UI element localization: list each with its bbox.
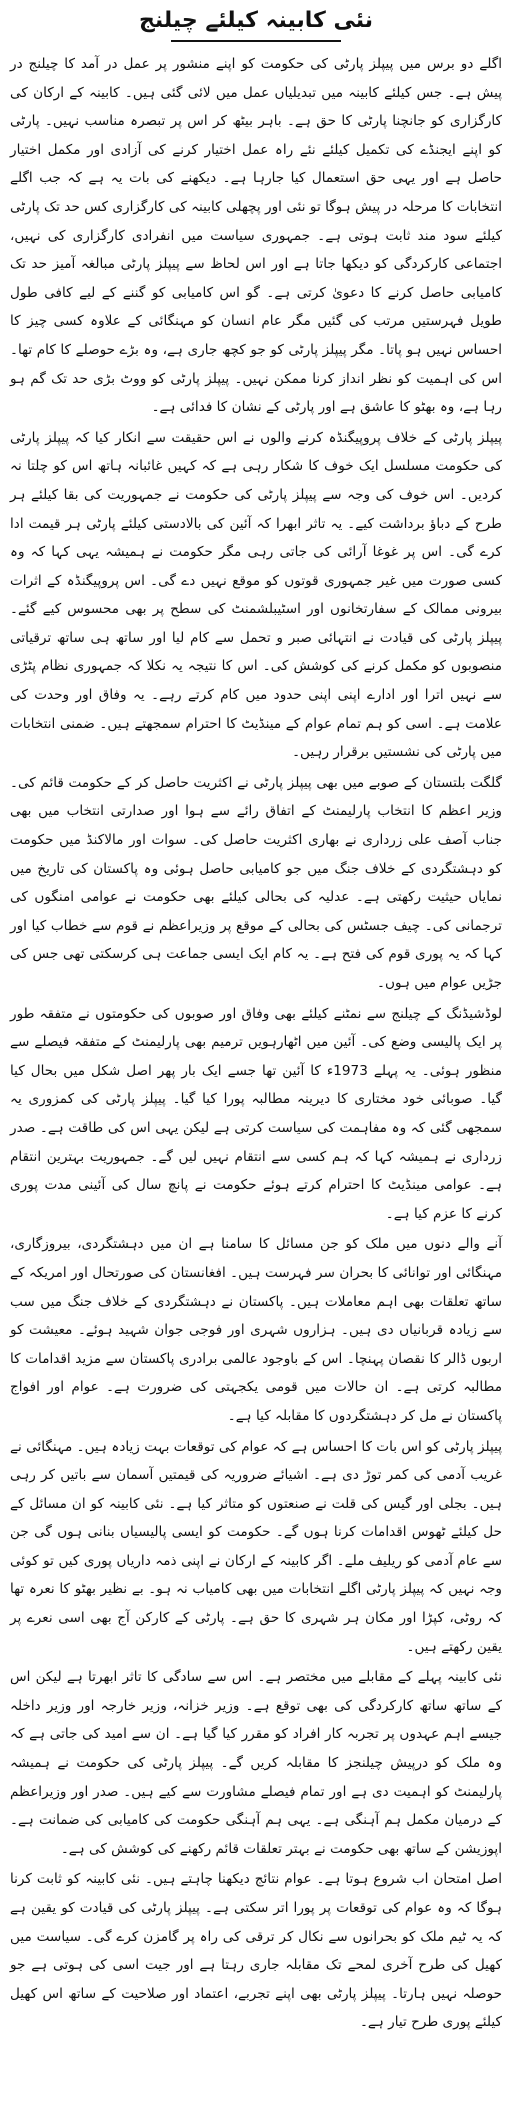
paragraph: گلگت بلتستان کے صوبے میں بھی پیپلز پارٹی نے اکثریت حاصل کر کے حکومت قائم کی۔ وزیر اعظم کا انتخاب پارلیمنٹ کے اتفاق رائے سے ہوا اور صدارتی انتخاب میں بھی جناب آصف علی زرداری نے بھاری اکثریت حاصل کی۔ سوات اور مالاکنڈ میں حکومت کو دہشتگردی کے خلاف جنگ میں جو کامیابی حاصل ہوئی وہ پاکستان کی تاریخ میں نمایاں حیثیت رکھتی ہے۔ عدلیہ کی بحالی کیلئے بھی حکومت نے عوامی امنگوں کی ترجمانی کی۔ چیف جسٹس کی بحالی کے موقع پر وزیراعظم نے قوم سے خطاب کیا اور کہا کہ یہ پوری قوم کی فتح ہے۔ یہ کام ایک ایسی جماعت ہی کرسکتی تھی جس کی جڑیں عوام میں ہوں۔ bbox=[10, 774, 502, 991]
article-body bbox=[10, 50, 502, 2037]
paragraph: آنے والے دنوں میں ملک کو جن مسائل کا سامنا ہے ان میں دہشتگردی، بیروزگاری، مہنگائی اور توانائی کا بحران سر فہرست ہیں۔ افغانستان کی صورتحال اور امریکہ کے ساتھ تعلقات بھی اہم معاملات ہیں۔ پاکستان نے دہشتگردی کے خلاف جنگ میں سب سے زیادہ قربانیاں دی ہیں۔ ہزاروں شہری اور فوجی جوان شہید ہوئے۔ معیشت کو اربوں ڈالر کا نقصان پہنچا۔ اس کے باوجود عالمی برادری پاکستان سے مزید اقدامات کا مطالبہ کرتی ہے۔ ان حالات میں قومی یکجہتی کی ضرورت ہے۔ عوام اور افواج پاکستان نے مل کر دہشتگردوں کا مقابلہ کیا ہے۔ bbox=[10, 1236, 502, 1424]
paragraph: پیپلز پارٹی کے خلاف پروپیگنڈہ کرنے والوں نے اس حقیقت سے انکار کیا کہ پیپلز پارٹی کی حکومت مسلسل ایک خوف کا شکار رہی ہے کہ کہیں غائبانہ ہاتھ اس کو چلتا نہ کردیں۔ اس خوف کی وجہ سے پیپلز پارٹی کی حکومت نے جمہوریت کی بقا کیلئے ہر طرح کے دباؤ برداشت کیے۔ یہ تاثر ابھرا کہ آئین کی بالادستی کیلئے پارٹی ہر قیمت ادا کرے گی۔ اس پر غوغا آرائی کی جاتی رہی مگر حکومت نے ہمیشہ یہی کہا کہ وہ کسی صورت میں غیر جمہوری قوتوں کو موقع نہیں دے گی۔ اس پروپیگنڈہ کے اثرات بیرونی ممالک کے سفارتخانوں اور اسٹیبلشمنٹ کی سطح پر بھی محسوس کیے گئے۔ پیپلز پارٹی کی قیادت نے انتہائی صبر و تحمل سے کام لیا اور ساتھ ہی ساتھ ترقیاتی منصوبوں کو مکمل کرنے کی کوشش کی۔ اس کا نتیجہ یہ نکلا کہ جمہوری نظام پٹڑی سے نہیں اترا اور ادارے اپنی اپنی حدود میں کام کرتے رہے۔ یہ وفاق اور وحدت کی علامت ہے۔ اسی کو ہم تمام عوام کے مینڈیٹ کا احترام سمجھتے ہیں۔ ضمنی انتخابات میں پارٹی کی نشستیں برقرار رہیں۔ bbox=[10, 429, 502, 761]
paragraph: نئی کابینہ پہلے کے مقابلے میں مختصر ہے۔ اس سے سادگی کا تاثر ابھرتا ہے لیکن اس کے ساتھ ساتھ کارکردگی کی بھی توقع ہے۔ وزیر خزانہ، وزیر خارجہ اور وزیر داخلہ جیسے اہم عہدوں پر تجربہ کار افراد کو مقرر کیا گیا ہے۔ ان سے امید کی جاتی ہے کہ وہ ملک کو درپیش چیلنجز کا مقابلہ کریں گے۔ پیپلز پارٹی کی حکومت نے ہمیشہ پارلیمنٹ کو اہمیت دی ہے اور تمام فیصلے مشاورت سے کیے ہیں۔ صدر اور وزیراعظم کے درمیان مکمل ہم آہنگی ہے۔ یہی ہم آہنگی حکومت کی کامیابی کی ضمانت ہے۔ اپوزیشن کے ساتھ بھی حکومت نے بہتر تعلقات قائم رکھنے کی کوشش کی ہے۔ bbox=[10, 1669, 502, 1857]
paragraph: اصل امتحان اب شروع ہوتا ہے۔ عوام نتائج دیکھنا چاہتے ہیں۔ نئی کابینہ کو ثابت کرنا ہوگا کہ وہ عوام کی توقعات پر پورا اتر سکتی ہے۔ پیپلز پارٹی کی قیادت کو یقین ہے کہ یہ ٹیم ملک کو بحرانوں سے نکال کر ترقی کی راہ پر گامزن کرے گی۔ سیاست میں کھیل کی طرح آخری لمحے تک مقابلہ جاری رہتا ہے اور جیت اسی کی ہوتی ہے جو حوصلہ نہیں ہارتا۔ پیپلز پارٹی بھی اپنے تجربے، اعتماد اور صلاحیت کے ساتھ اس کھیل کیلئے پوری طرح تیار ہے۔ bbox=[10, 1871, 502, 2031]
paragraph: اگلے دو برس میں پیپلز پارٹی کی حکومت کو اپنے منشور پر عمل در آمد کا چیلنج در پیش ہے۔ جس کیلئے کابینہ میں تبدیلیاں عمل میں لائی گئی ہیں۔ کابینہ کے ارکان کی کارگزاری کو جانچنا پارٹی کا حق ہے۔ باہر بیٹھ کر اس پر تبصرہ مناسب نہیں۔ پارٹی کو اپنے ایجنڈے کی تکمیل کیلئے نئے راہ عمل اختیار کرنے کی آزادی اور مکمل اختیار حاصل ہے اور یہی حق استعمال کیا جارہا ہے۔ دیکھنے کی بات یہ ہے کہ جب اگلے انتخابات کا مرحلہ در پیش ہوگا تو نئی اور پچھلی کابینہ کی کارگزاری کس حد تک پارٹی کیلئے سود مند ثابت ہوتی ہے۔ جمہوری سیاست میں انفرادی کارگزاری کی نہیں، اجتماعی کارکردگی کو دیکھا جاتا ہے اور اس لحاظ سے پیپلز پارٹی مبالغہ آمیز حد تک کامیابی حاصل کرنے کا دعویٰ کرتی ہے۔ گو اس کامیابی کو گننے کے لیے کافی طول طویل فہرستیں مرتب کی گئیں مگر عام انسان کو مہنگائی کے علاوہ کسی چیز کا احساس نہیں ہو پاتا۔ مگر پیپلز پارٹی کو جو کچھ جاری ہے، وہ بڑے حوصلے کا کام تھا۔ اس کی اہمیت کو نظر انداز کرنا ممکن نہیں۔ پیپلز پارٹی کو ووٹ بڑی حد تک گم ہو رہا ہے، وہ بھٹو کا عاشق ہے اور پارٹی کے نشان کا فدائی ہے۔ bbox=[10, 56, 502, 416]
paragraph: پیپلز پارٹی کو اس بات کا احساس ہے کہ عوام کی توقعات بہت زیادہ ہیں۔ مہنگائی نے غریب آدمی کی کمر توڑ دی ہے۔ اشیائے ضروریہ کی قیمتیں آسمان سے باتیں کر رہی ہیں۔ بجلی اور گیس کی قلت نے صنعتوں کو متاثر کیا ہے۔ نئی کابینہ کو ان مسائل کے حل کیلئے ٹھوس اقدامات کرنا ہوں گے۔ حکومت کو ایسی پالیسیاں بنانی ہوں گی جن سے عام آدمی کو ریلیف ملے۔ اگر کابینہ کے ارکان نے اپنی ذمہ داریاں پوری کیں تو کوئی وجہ نہیں کہ پیپلز پارٹی اگلے انتخابات میں بھی کامیاب نہ ہو۔ بے نظیر بھٹو کا نعرہ تھا کہ روٹی، کپڑا اور مکان ہر شہری کا حق ہے۔ پارٹی کے کارکن آج بھی اسی نعرے پر یقین رکھتے ہیں۔ bbox=[10, 1438, 502, 1655]
headline: نئی کابینہ کیلئے چیلنج bbox=[139, 8, 373, 33]
paragraph: لوڈشیڈنگ کے چیلنج سے نمٹنے کیلئے بھی وفاق اور صوبوں کی حکومتوں نے متفقہ طور پر ایک پالیسی وضع کی۔ آئین میں اٹھارہویں ترمیم بھی پارلیمنٹ کے متفقہ فیصلے سے منظور ہوئی۔ یہ پہلے 1973ء کا آئین تھا جسے ایک بار پھر اصل شکل میں بحال کیا گیا۔ صوبائی خود مختاری کا دیرینہ مطالبہ پورا کیا گیا۔ پیپلز پارٹی کی کمزوری یہ سمجھی گئی کہ وہ مفاہمت کی سیاست کرتی ہے لیکن یہی اس کی طاقت ہے۔ صدر زرداری نے ہمیشہ کہا کہ ہم کسی سے انتقام نہیں لیں گے۔ جمہوریت بہترین انتقام ہے۔ عوامی مینڈیٹ کا احترام کرتے ہوئے حکومت نے پانچ سال کی آئینی مدت پوری کرنے کا عزم کیا ہے۔ bbox=[10, 1005, 502, 1222]
headline-underline bbox=[171, 40, 341, 42]
